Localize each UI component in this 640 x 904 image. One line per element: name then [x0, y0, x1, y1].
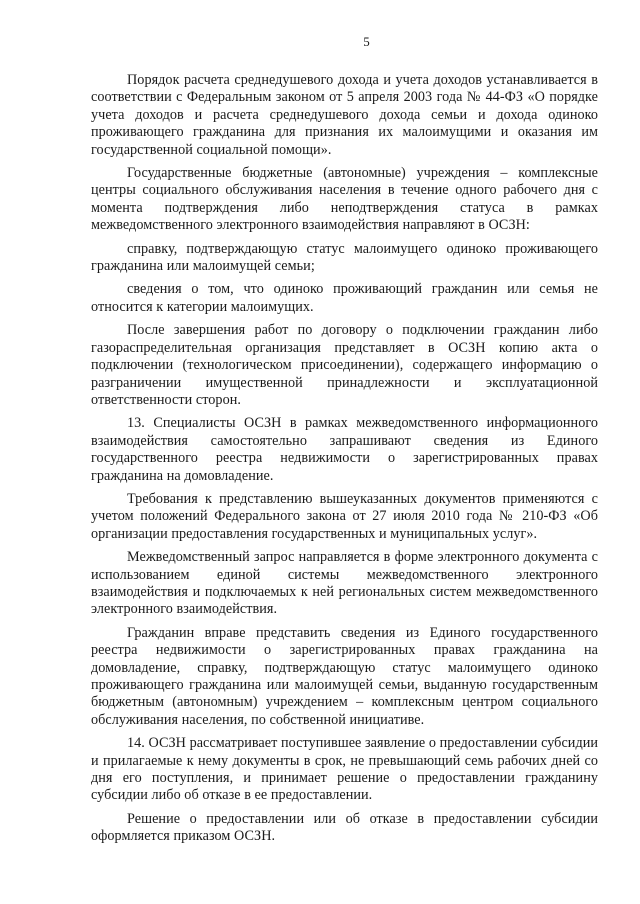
paragraph-income-calculation: Порядок расчета среднедушевого дохода и учета доходов устанавливается в соответствии с Федеральным законом от 5 апреля 2003 года № 44-ФЗ «О порядке учета доходов и расчета среднедушевого дохода семьи и дохода одиноко проживающего гражданина для признания их малоимущими и оказания им государственной социальной помощи».: [91, 72, 598, 158]
paragraph-item-13: 13. Специалисты ОСЗН в рамках межведомственного информационного взаимодействия самостоятельно запрашивают сведения из Единого государственного реестра недвижимости о зарегистрированных правах гражданина на домовладение.: [91, 415, 598, 484]
paragraph-item-14: 14. ОСЗН рассматривает поступившее заявление о предоставлении субсидии и прилагаемые к нему документы в срок, не превышающий семь рабочих дней со дня его поступления, и принимает решение о предоставлении гражданину субсидии либо об отказе в ее предоставлении.: [91, 735, 598, 804]
paragraph-decision-order: Решение о предоставлении или об отказе в предоставлении субсидии оформляется приказом ОСЗН.: [91, 810, 598, 845]
paragraph-requirements: Требования к представлению вышеуказанных документов применяются с учетом положений Федерального закона от 27 июля 2010 года № 210-ФЗ «Об организации предоставления государственных и муниципальных услуг».: [91, 490, 598, 542]
paragraph-state-institutions: Государственные бюджетные (автономные) учреждения – комплексные центры социального обслуживания населения в течение одного рабочего дня с момента подтверждения либо неподтверждения статуса в рамках межведомственного электронного взаимодействия направляют в ОСЗН:: [91, 165, 598, 234]
paragraph-citizen-initiative: Гражданин вправе представить сведения из Единого государственного реестра недвижимости о зарегистрированных правах гражданина на домовладение, справку, подтверждающую статус малоимущего одиноко проживающего гражданина или малоимущей семьи, выданную государственным бюджетным (автономным) учреждением – комплексным центром социального обслуживания населения, по собственной инициативе.: [91, 624, 598, 728]
document-body: [91, 72, 598, 846]
paragraph-interagency-request: Межведомственный запрос направляется в форме электронного документа с использованием единой системы межведомственного электронного взаимодействия и подключаемых к ней региональных систем межведомственного электронного взаимодействия.: [91, 549, 598, 618]
paragraph-certificate-status: справку, подтверждающую статус малоимущего одиноко проживающего гражданина или малоимущей семьи;: [91, 240, 598, 275]
page-number: 5: [363, 34, 370, 49]
paragraph-connection-act: После завершения работ по договору о подключении гражданин либо газораспределительная организация представляет в ОСЗН копию акта о подключении (технологическом присоединении), содержащего информацию о разграничении имущественной принадлежности и эксплуатационной ответственности сторон.: [91, 322, 598, 408]
paragraph-not-low-income: сведения о том, что одиноко проживающий гражданин или семья не относится к категории малоимущих.: [91, 281, 598, 315]
